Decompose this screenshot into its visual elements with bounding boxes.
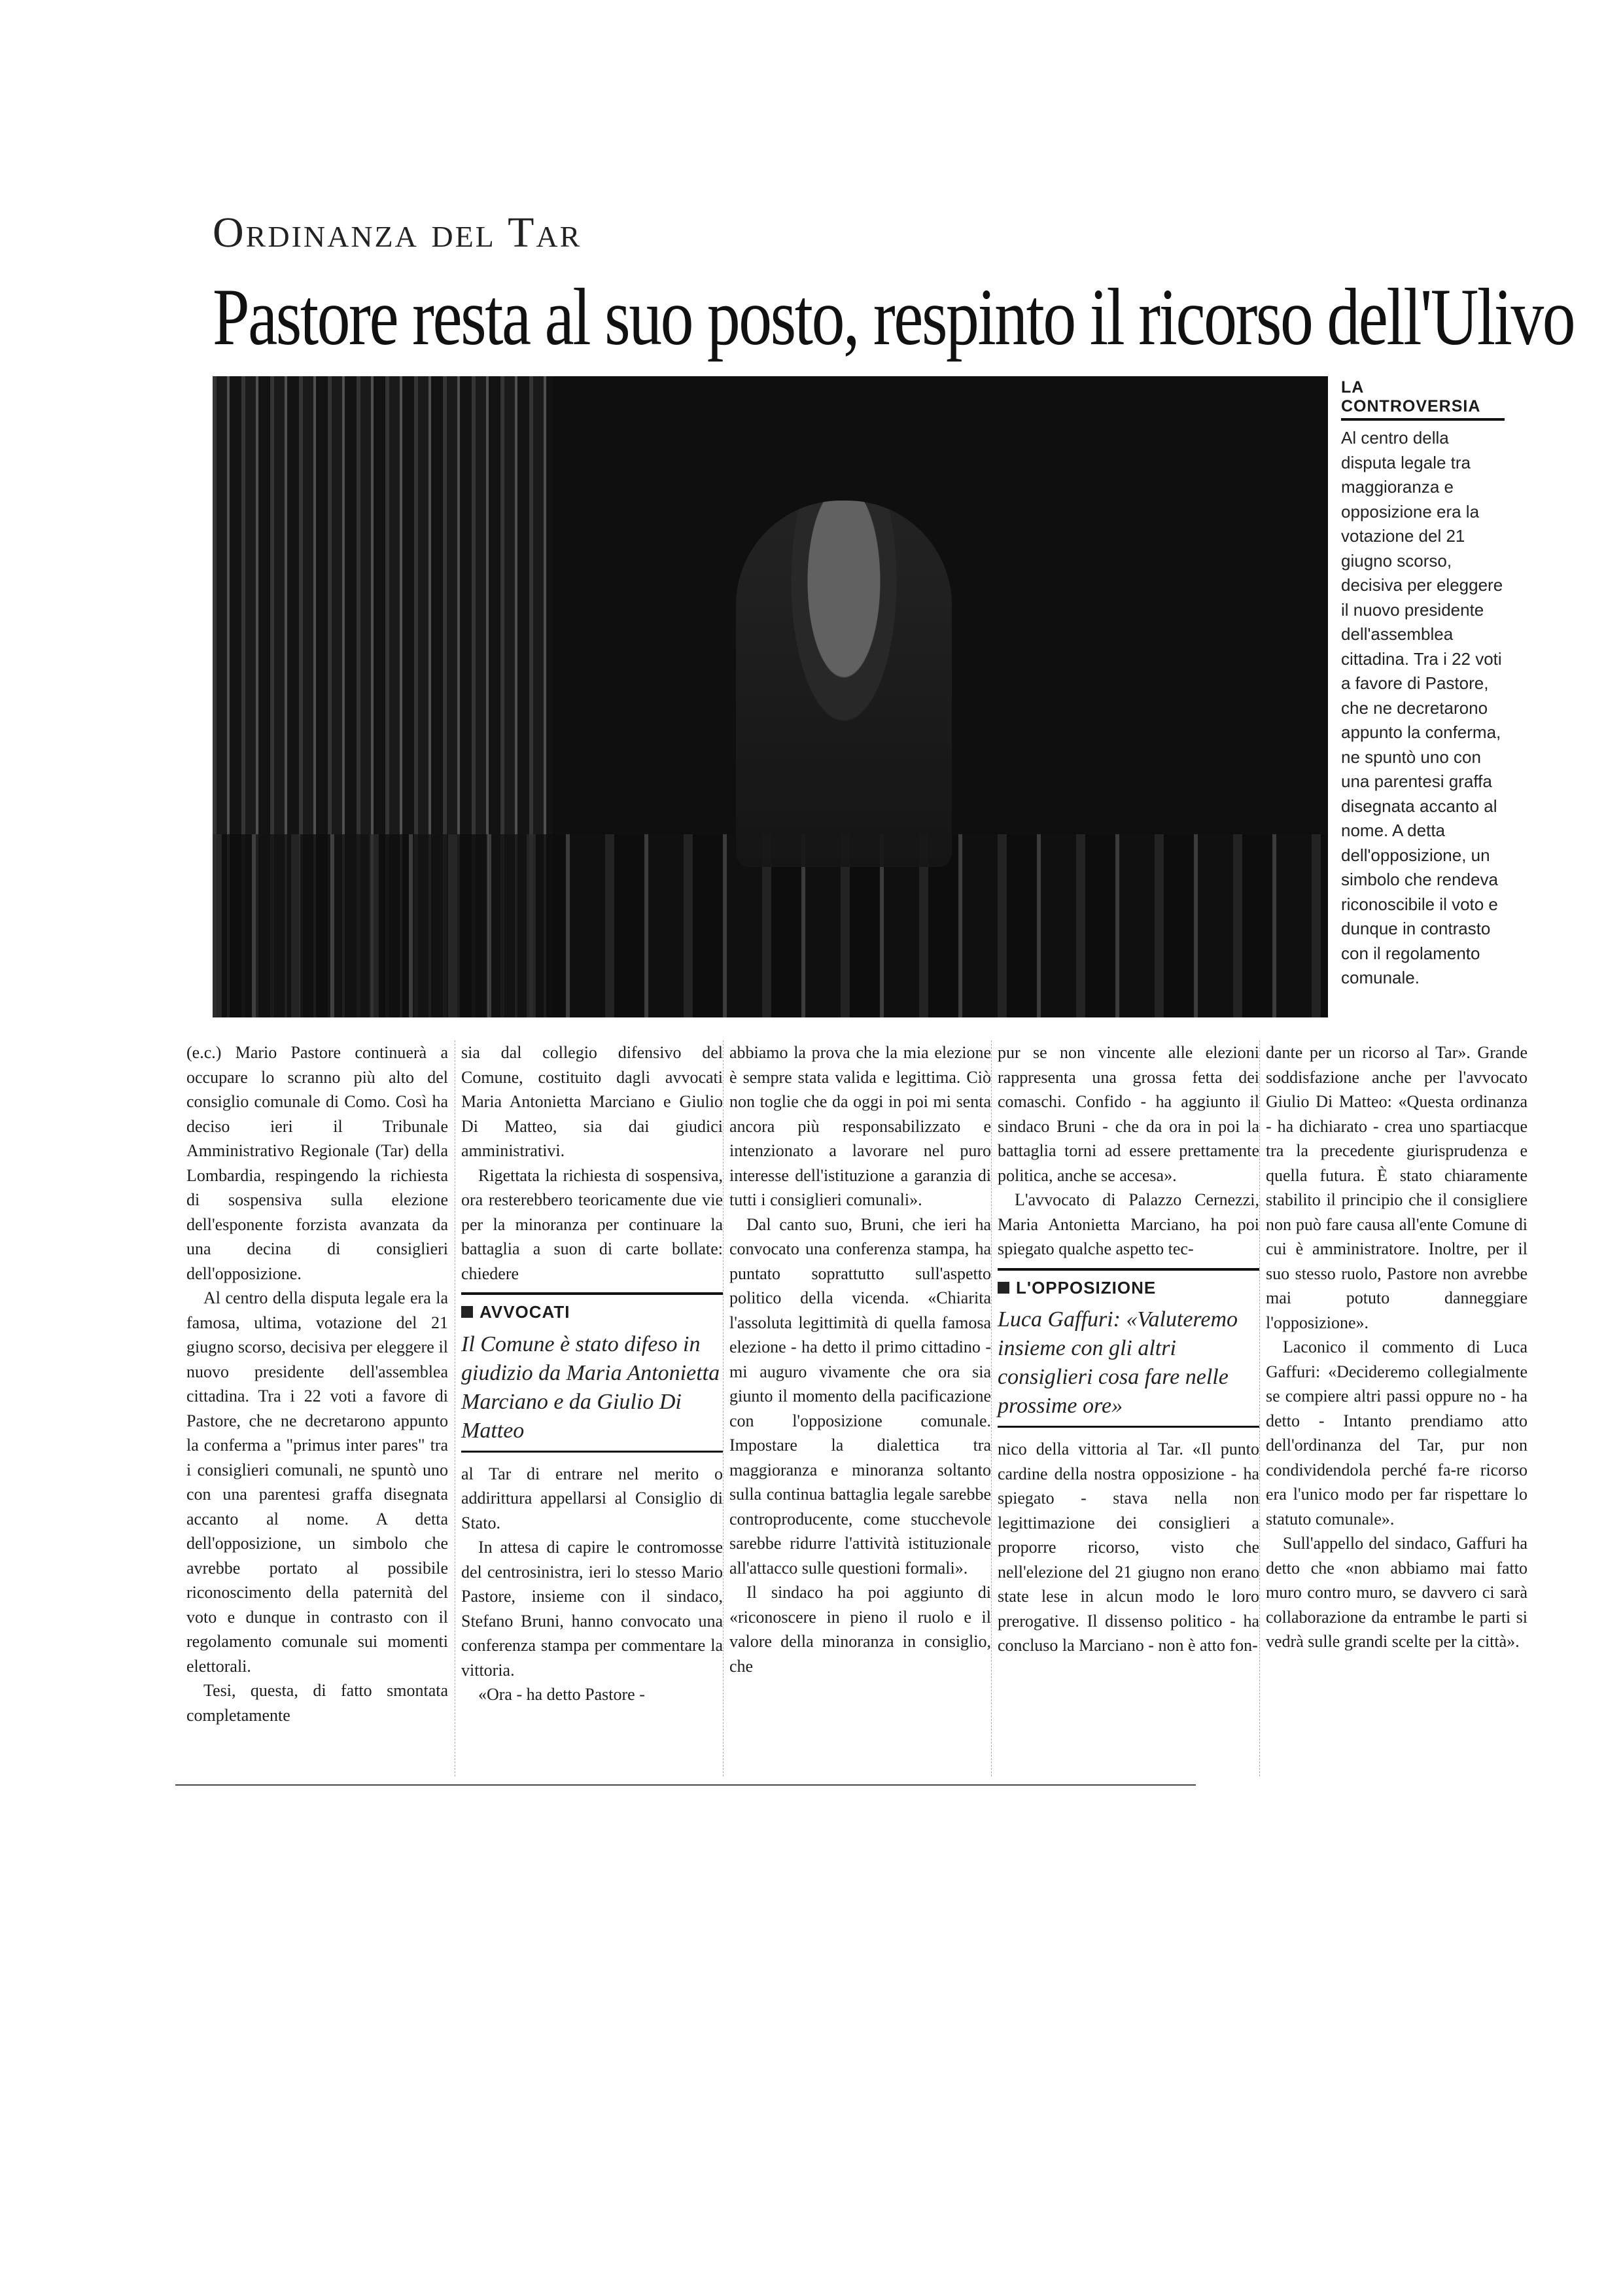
paragraph: In attesa di capire le contromosse del centrosinistra, ieri lo stesso Mario Pastore, insieme con il sindaco, Stefano Bruni, hanno convocato una conferenza stampa per commentare la vittoria. xyxy=(461,1538,723,1680)
sidebar-controversia xyxy=(1341,378,1505,991)
column-divider xyxy=(1259,1040,1260,1776)
box-opposizione xyxy=(998,1268,1259,1428)
article-headline: Pastore resta al suo posto, respinto il ricorso dell'Ulivo xyxy=(213,272,1575,362)
paragraph: L'avvocato di Palazzo Cernezzi, Maria Antonietta Marciano, ha poi spiegato qualche aspetto tec- xyxy=(998,1190,1259,1258)
box-label: AVVOCATI xyxy=(461,1300,723,1325)
paragraph: nico della vittoria al Tar. «Il punto cardine della nostra opposizione - ha spiegato - stava nella non legittimazione dei consiglieri a proporre ricorso, visto che nell'elezione del 21 giugno non erano state lese in alcun modo le loro prerogative. Il dissenso politico - ha concluso la Marciano - non è atto fon- xyxy=(998,1439,1259,1655)
article-photo xyxy=(213,376,1328,1017)
column-divider xyxy=(991,1040,992,1776)
article-column-5 xyxy=(1266,1040,1527,1654)
box-quote: Il Comune è stato difeso in giudizio da Maria Antonietta Marciano e da Giulio Di Matteo xyxy=(461,1332,720,1443)
paragraph: Il sindaco ha poi aggiunto di «riconoscere in pieno il ruolo e il valore della minoranza in consiglio, che xyxy=(729,1583,991,1676)
paragraph: «Ora - ha detto Pastore - xyxy=(478,1685,645,1704)
box-label: L'OPPOSIZIONE xyxy=(998,1276,1259,1301)
article-column-2 xyxy=(461,1040,723,1707)
paragraph: pur se non vincente alle elezioni rappresenta una grossa fetta dei comaschi. Confido - ha aggiunto il sindaco Bruni - che da ora in poi la battaglia torni ad essere prettamente politica, anche se accesa». xyxy=(998,1043,1259,1185)
paragraph: sia dal collegio difensivo del Comune, costituito dagli avvocati Maria Antonietta Marciano e Giulio Di Matteo, sia dai giudici amministrativi. xyxy=(461,1043,723,1160)
bottom-rule xyxy=(175,1784,1196,1786)
article-column-1 xyxy=(186,1040,448,1727)
paragraph: Tesi, questa, di fatto smontata completamente xyxy=(186,1681,448,1725)
sidebar-label: LA CONTROVERSIA xyxy=(1341,378,1505,421)
column-divider xyxy=(723,1040,724,1776)
article-kicker: Ordinanza del Tar xyxy=(213,209,582,256)
paragraph: (e.c.) Mario Pastore continuerà a occupare lo scranno più alto del consiglio comunale di Como. Così ha deciso ieri il Tribunale Amministrativo Regionale (Tar) della Lombardia, respingendo la richiesta di sospensiva sulla elezione dell'esponente forzista avanzata da una decina di consiglieri dell'opposizione. xyxy=(186,1043,448,1283)
paragraph: dante per un ricorso al Tar». Grande soddisfazione anche per l'avvocato Giulio Di Matteo: «Questa ordinanza - ha dichiarato - crea uno spartiacque tra la precedente giurisprudenza e quella futura. È stato chiaramente stabilito il principio che il consigliere non può fare causa all'ente Comune di cui è amministratore. Inoltre, per il suo stesso ruolo, Pastore non avrebbe mai potuto danneggiare l'opposizione». xyxy=(1266,1043,1527,1332)
paragraph: abbiamo la prova che la mia elezione è sempre stata valida e legittima. Ciò non toglie che da oggi in poi mi senta ancora più responsabilizzato e intenzionato a lavorare nel puro interesse dell'istituzione a garanzia di tutti i consiglieri comunali». xyxy=(729,1043,991,1209)
paragraph: Dal canto suo, Bruni, che ieri ha convocato una conferenza stampa, ha puntato soprattutto sull'aspetto politico della vicenda. «Chiarita l'assoluta legittimità di quella famosa elezione - ha detto il primo cittadino - mi auguro vivamente che ora sia giunto il momento della pacificazione con l'opposizione comunale. Impostare la dialettica tra maggioranza e minoranza soltanto sulla continua battaglia legale sarebbe controproducente, come stucchevole sarebbe ridurre l'attività istituzionale all'attacco sulle questioni formali». xyxy=(729,1214,991,1578)
box-avvocati xyxy=(461,1292,723,1453)
sidebar-text: Al centro della disputa legale tra maggioranza e opposizione era la votazione del 21 giugno scorso, decisiva per eleggere il nuovo presidente dell'assemblea cittadina. Tra i 22 voti a favore di Pastore, che ne decretarono appunto la conferma, ne spuntò uno con una parentesi graffa disegnata accanto al nome. A detta dell'opposizione, un simbolo che rendeva riconoscibile il voto e dunque in contrasto con il regolamento comunale. xyxy=(1341,428,1503,987)
paragraph: al Tar di entrare nel merito o addirittura appellarsi al Consiglio di Stato. xyxy=(461,1464,723,1532)
paragraph: Laconico il commento di Luca Gaffuri: «Decideremo collegialmente se compiere altri passi oppure no - ha detto - Intanto prendiamo atto dell'ordinanza del Tar, pur non condividendola perché fa-re ricorso era l'unico modo per far rispettare lo statuto comunale». xyxy=(1266,1337,1527,1528)
paragraph: Rigettata la richiesta di sospensiva, ora resterebbero teoricamente due vie per la minoranza per continuare la battaglia a suon di carte bollate: chiedere xyxy=(461,1165,723,1283)
article-column-3 xyxy=(729,1040,991,1678)
box-quote: Luca Gaffuri: «Valuteremo insieme con gli altri consiglieri cosa fare nelle prossime ore» xyxy=(998,1307,1238,1418)
paragraph: Al centro della disputa legale era la famosa, ultima, votazione del 21 giugno scorso, decisiva per eleggere il nuovo presidente dell'assemblea cittadina. Tra i 22 voti a favore di Pastore, che ne decretarono appunto la conferma a "primus inter pares" tra i consiglieri comunali, ne spuntò uno con una parentesi graffa disegnata accanto al nome. A detta dell'opposizione, un simbolo che avrebbe portato al possibile riconoscimento della paternità del voto e dunque in contrasto con il regolamento comunale sui momenti elettorali. xyxy=(186,1288,448,1676)
article-column-4 xyxy=(998,1040,1259,1658)
paragraph: Sull'appello del sindaco, Gaffuri ha detto che «non abbiamo mai fatto muro contro muro, se davvero ci sarà collaborazione da entrambe le parti si vedrà sulle grandi scelte per la città». xyxy=(1266,1534,1527,1651)
photo-person-figure xyxy=(736,501,952,867)
